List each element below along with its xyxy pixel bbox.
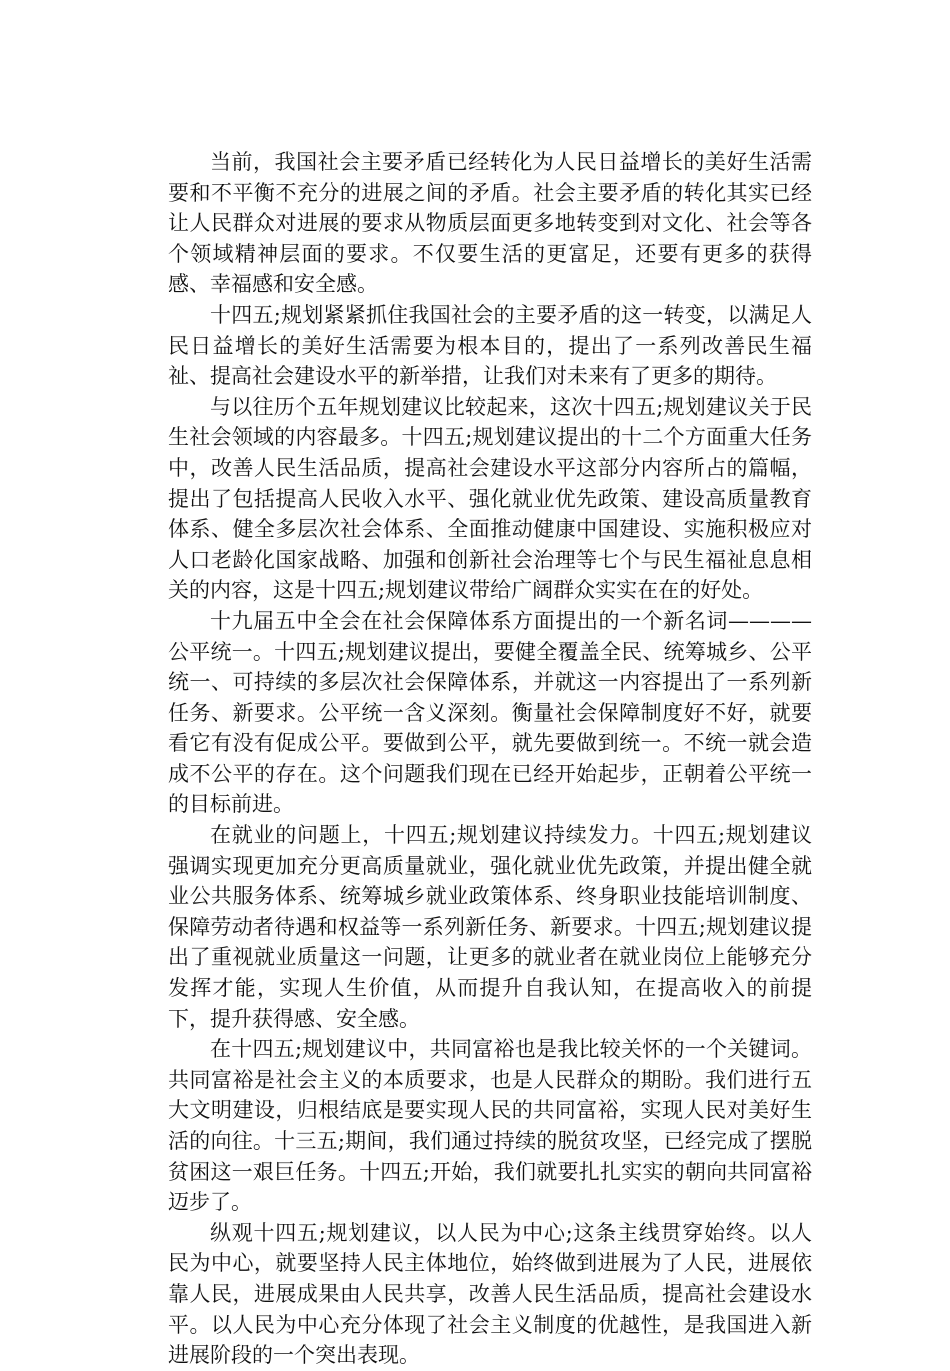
paragraph-2: 十四五;规划紧紧抓住我国社会的主要矛盾的这一转变，以满足人民日益增长的美好生活需要为根本目的，提出了一系列改善民生福祉、提高社会建设水平的新举措，让我们对未来有了更多的期待。: [168, 302, 812, 389]
paragraph-1: 当前，我国社会主要矛盾已经转化为人民日益增长的美好生活需要和不平衡不充分的进展之间的矛盾。社会主要矛盾的转化其实已经让人民群众对进展的要求从物质层面更多地转变到对文化、社会等各个领域精神层面的要求。不仅要生活的更富足，还要有更多的获得感、幸福感和安全感。: [168, 150, 812, 297]
paragraph-3: 与以往历个五年规划建议比较起来，这次十四五;规划建议关于民生社会领域的内容最多。十四五;规划建议提出的十二个方面重大任务中，改善人民生活品质，提高社会建设水平这部分内容所占的篇幅，提出了包括提高人民收入水平、强化就业优先政策、建设高质量教育体系、健全多层次社会体系、全面推动健康中国建设、实施积极应对人口老龄化国家战略、加强和创新社会治理等七个与民生福祉息息相关的内容，这是十四五;规划建议带给广阔群众实实在在的好处。: [168, 394, 812, 603]
paragraph-4: 十九届五中全会在社会保障体系方面提出的一个新名词————公平统一。十四五;规划建议提出，要健全覆盖全民、统筹城乡、公平统一、可持续的多层次社会保障体系，并就这一内容提出了一系列新任务、新要求。公平统一含义深刻。衡量社会保障制度好不好，就要看它有没有促成公平。要做到公平，就先要做到统一。不统一就会造成不公平的存在。这个问题我们现在已经开始起步，正朝着公平统一的目标前进。: [168, 608, 812, 817]
paragraph-5: 在就业的问题上，十四五;规划建议持续发力。十四五;规划建议强调实现更加充分更高质量就业，强化就业优先政策，并提出健全就业公共服务体系、统筹城乡就业政策体系、终身职业技能培训制度、保障劳动者待遇和权益等一系列新任务、新要求。十四五;规划建议提出了重视就业质量这一问题，让更多的就业者在就业岗位上能够充分发挥才能，实现人生价值，从而提升自我认知，在提高收入的前提下，提升获得感、安全感。: [168, 823, 812, 1031]
paragraph-7: 纵观十四五;规划建议，以人民为中心;这条主线贯穿始终。以人民为中心，就要坚持人民主体地位，始终做到进展为了人民，进展依靠人民，进展成果由人民共享，改善人民生活品质，提高社会建设水平。以人民为中心充分体现了社会主义制度的优越性，是我国进入新进展阶段的一个突出表现。: [168, 1220, 812, 1368]
paragraph-6: 在十四五;规划建议中，共同富裕也是我比较关怀的一个关键词。共同富裕是社会主义的本质要求，也是人民群众的期盼。我们进行五大文明建设，归根结底是要实现人民的共同富裕，实现人民对美好生活的向往。十三五;期间，我们通过持续的脱贫攻坚，已经完成了摆脱贫困这一艰巨任务。十四五;开始，我们就要扎扎实实的朝向共同富裕迈步了。: [168, 1037, 812, 1215]
document-page: [168, 147, 812, 1371]
